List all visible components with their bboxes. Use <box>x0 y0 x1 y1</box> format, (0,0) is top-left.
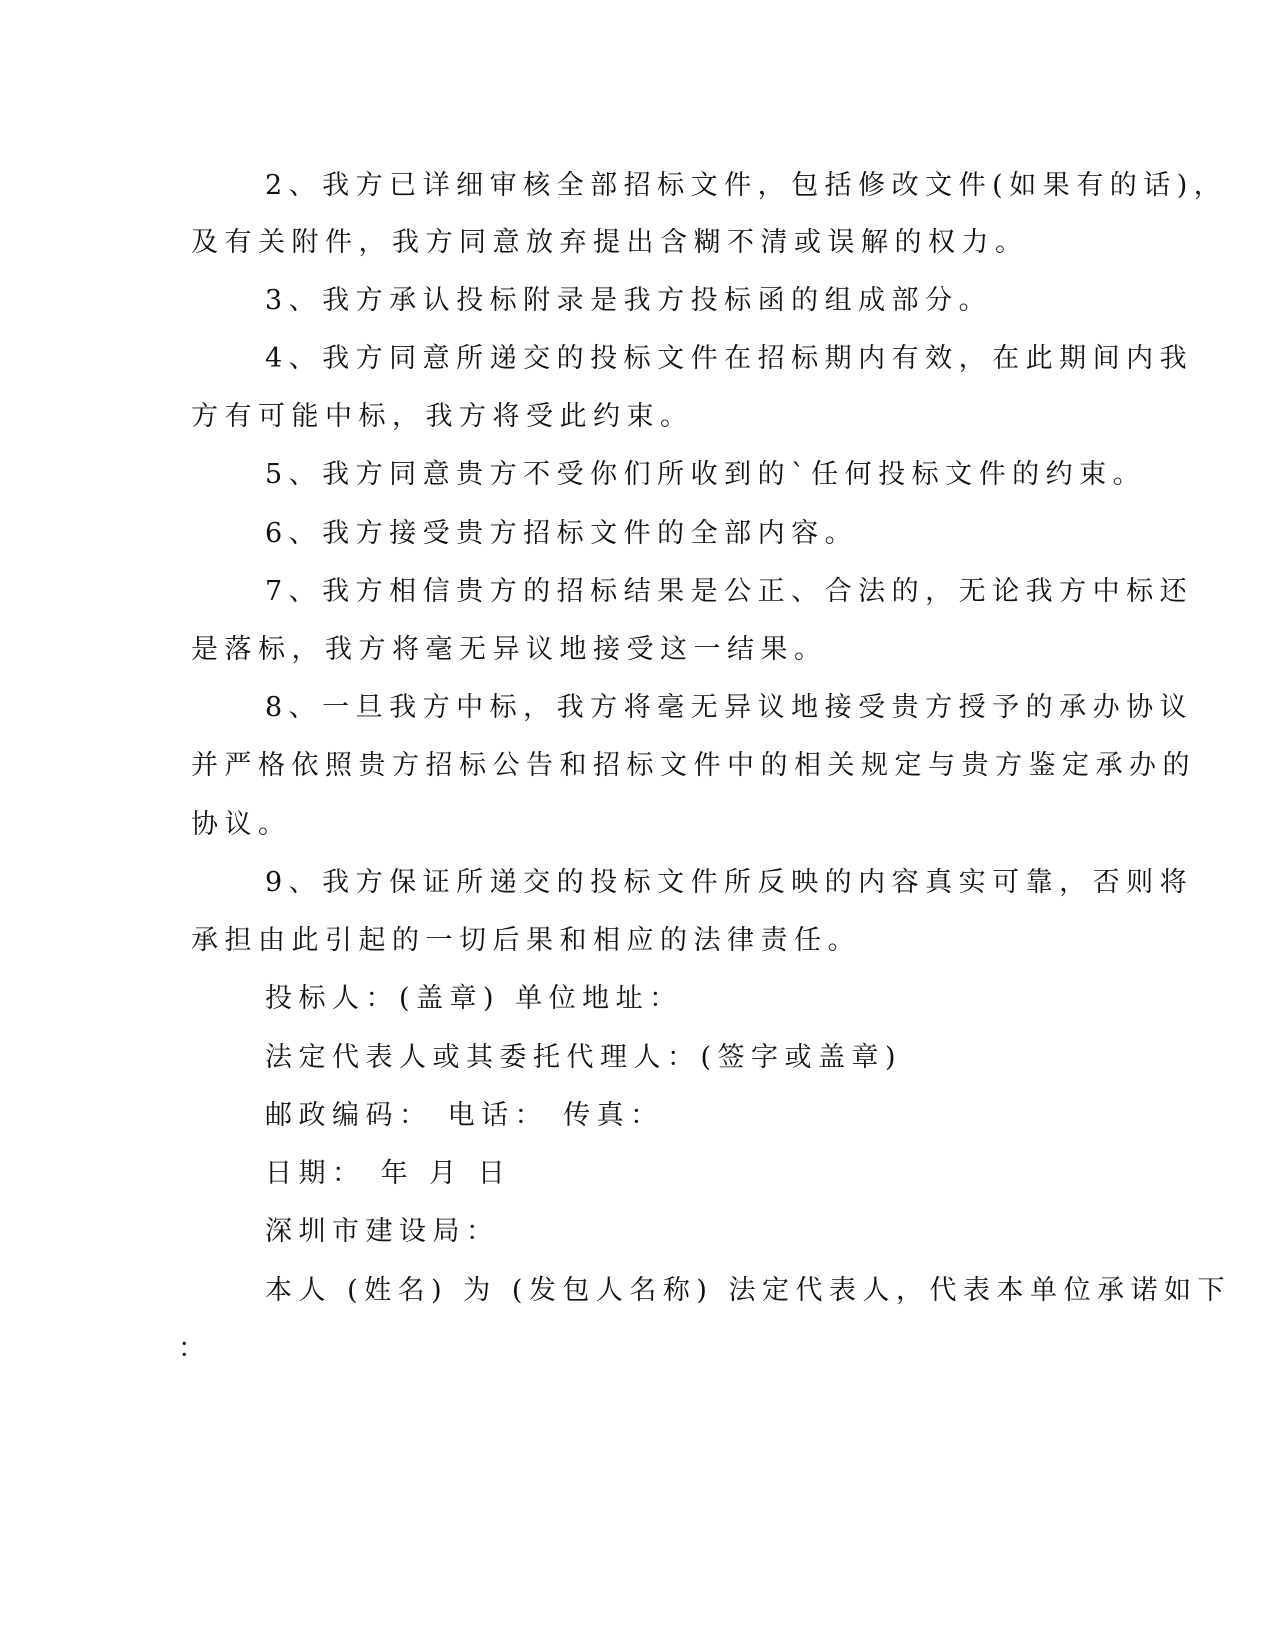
paragraph-line: 6、我方接受贵方招标文件的全部内容。 <box>265 518 859 549</box>
form-line-representative: 法定代表人或其委托代理人：(签字或盖章) <box>265 1042 903 1073</box>
paragraph-line: 2、我方已详细审核全部招标文件，包括修改文件(如果有的话)， <box>265 170 1228 201</box>
form-line-bidder: 投标人：(盖章) 单位地址： <box>265 983 683 1014</box>
paragraph-line: 并严格依照贵方招标公告和招标文件中的相关规定与贵方鉴定承办的 <box>191 750 1196 781</box>
paragraph-line: ： <box>178 1333 212 1364</box>
form-line-date: 日期： 年 月 日 <box>265 1158 512 1189</box>
paragraph-line: 4、我方同意所递交的投标文件在招标期内有效，在此期间内我 <box>265 343 1194 374</box>
form-line-contact: 邮政编码： 电话： 传真： <box>265 1100 664 1131</box>
paragraph-line: 是落标，我方将毫无异议地接受这一结果。 <box>191 634 828 665</box>
paragraph-line: 5、我方同意贵方不受你们所收到的`任何投标文件的约束。 <box>265 459 1147 490</box>
paragraph-line: 协议。 <box>191 809 292 840</box>
paragraph-line: 承担由此引起的一切后果和相应的法律责任。 <box>191 925 861 956</box>
paragraph-line: 7、我方相信贵方的招标结果是公正、合法的，无论我方中标还 <box>265 576 1194 607</box>
addressee-line: 深圳市建设局： <box>265 1216 500 1247</box>
paragraph-line: 3、我方承认投标附录是我方投标函的组成部分。 <box>265 285 993 316</box>
paragraph-line: 9、我方保证所递交的投标文件所反映的内容真实可靠，否则将 <box>265 867 1194 898</box>
paragraph-line: 本人 (姓名) 为 (发包人名称) 法定代表人，代表本单位承诺如下 <box>265 1275 1231 1306</box>
paragraph-line: 方有可能中标，我方将受此约束。 <box>191 401 694 432</box>
paragraph-line: 8、一旦我方中标，我方将毫无异议地接受贵方授予的承办协议 <box>265 692 1194 723</box>
paragraph-line: 及有关附件，我方同意放弃提出含糊不清或误解的权力。 <box>191 227 1029 258</box>
